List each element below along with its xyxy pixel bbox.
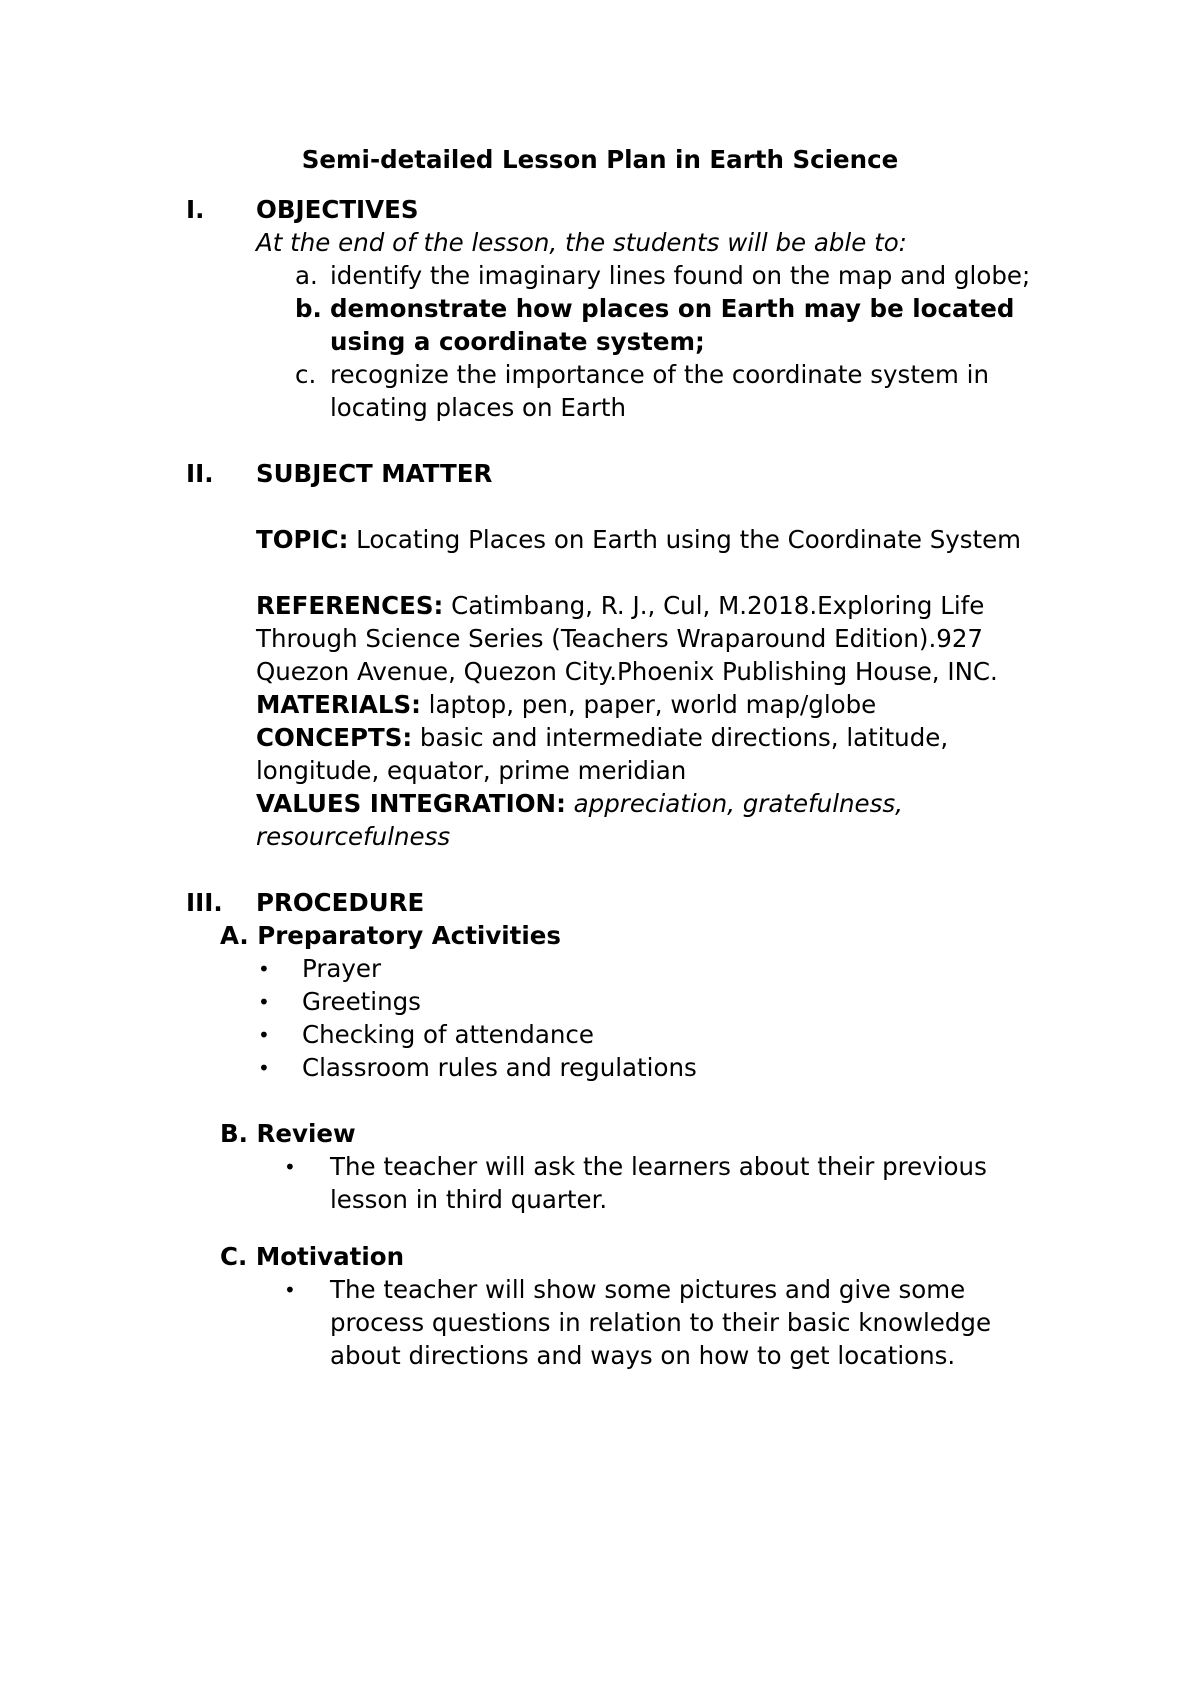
section-numeral-2: II. <box>186 459 214 488</box>
objective-marker-b: b. <box>295 294 322 323</box>
references-line-1 <box>256 590 984 622</box>
objective-b-line-2: using a coordinate system; <box>330 327 705 356</box>
motivation-line-1: The teacher will show some pictures and give some <box>330 1275 966 1304</box>
preparatory-activities-heading: A. Preparatory Activities <box>220 921 561 950</box>
preparatory-item-greetings: Greetings <box>302 987 421 1016</box>
objective-c-line-2: locating places on Earth <box>330 393 627 422</box>
bullet-icon: • <box>258 1056 270 1080</box>
bullet-icon: • <box>258 957 270 981</box>
review-heading: B. Review <box>220 1119 356 1148</box>
objective-marker-a: a. <box>295 261 318 290</box>
objective-c-line-1: recognize the importance of the coordinate system in <box>330 360 989 389</box>
values-label: VALUES INTEGRATION: <box>256 789 566 818</box>
values-line-2: resourcefulness <box>256 822 451 851</box>
motivation-line-2: process questions in relation to their basic knowledge <box>330 1308 992 1337</box>
objective-a-line-1: identify the imaginary lines found on the map and globe; <box>330 261 1031 290</box>
bullet-icon: • <box>284 1278 296 1302</box>
concepts-label: CONCEPTS: <box>256 723 413 752</box>
section-numeral-3: III. <box>186 888 223 917</box>
subject-matter-heading: SUBJECT MATTER <box>256 459 493 488</box>
topic-label: TOPIC: <box>256 525 349 554</box>
concepts-line-2: longitude, equator, prime meridian <box>256 756 687 785</box>
review-line-1: The teacher will ask the learners about their previous <box>330 1152 987 1181</box>
references-label: REFERENCES: <box>256 591 444 620</box>
bullet-icon: • <box>284 1155 296 1179</box>
objectives-intro: At the end of the lesson, the students will be able to: <box>256 228 907 257</box>
values-text-1: appreciation, gratefulness, <box>565 789 903 818</box>
motivation-heading: C. Motivation <box>220 1242 405 1271</box>
section-numeral-1: I. <box>186 195 205 224</box>
objective-b-line-1: demonstrate how places on Earth may be located <box>330 294 1015 323</box>
procedure-heading: PROCEDURE <box>256 888 425 917</box>
values-line-1 <box>256 788 903 820</box>
concepts-line-1 <box>256 722 948 754</box>
motivation-line-3: about directions and ways on how to get locations. <box>330 1341 956 1370</box>
preparatory-item-rules: Classroom rules and regulations <box>302 1053 697 1082</box>
bullet-icon: • <box>258 990 270 1014</box>
preparatory-item-prayer: Prayer <box>302 954 382 983</box>
bullet-icon: • <box>258 1023 270 1047</box>
references-text-1: Catimbang, R. J., Cul, M.2018.Exploring Life <box>443 591 985 620</box>
document-title: Semi-detailed Lesson Plan in Earth Science <box>301 145 899 174</box>
objective-marker-c: c. <box>295 360 317 389</box>
materials-label: MATERIALS: <box>256 690 421 719</box>
preparatory-item-attendance: Checking of attendance <box>302 1020 594 1049</box>
materials-text: laptop, pen, paper, world map/globe <box>420 690 877 719</box>
concepts-text-1: basic and intermediate directions, latitude, <box>412 723 949 752</box>
materials-line <box>256 689 876 721</box>
review-line-2: lesson in third quarter. <box>330 1185 608 1214</box>
references-line-3: Quezon Avenue, Quezon City.Phoenix Publishing House, INC. <box>256 657 998 686</box>
topic-text: Locating Places on Earth using the Coordinate System <box>348 525 1022 554</box>
references-line-2: Through Science Series (Teachers Wraparound Edition).927 <box>256 624 984 653</box>
topic-line <box>256 524 1021 556</box>
objectives-heading: OBJECTIVES <box>256 195 419 224</box>
